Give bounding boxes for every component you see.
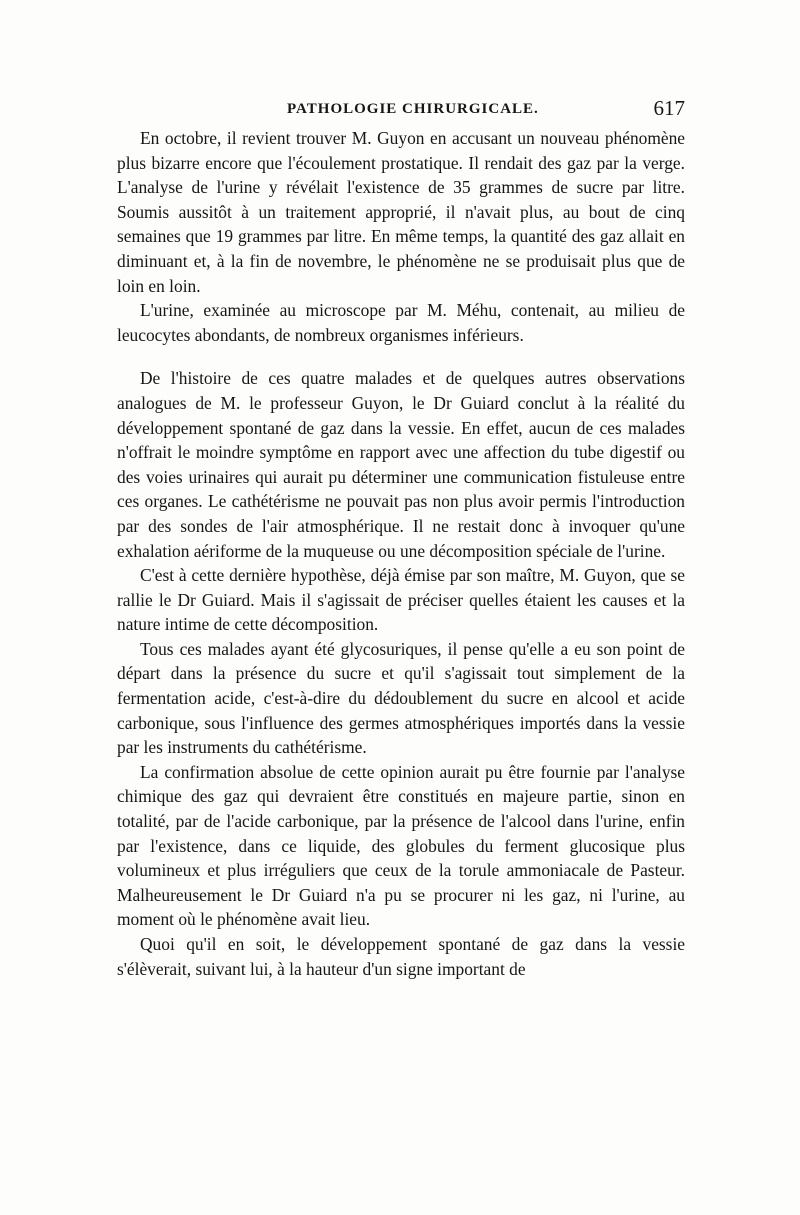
paragraph-guiard-conclusion: De l'histoire de ces quatre malades et de quelques autres observations analogues de M. le professeur Guyon, le Dr Guiard conclut à la réalité du développement spontané de gaz dans la vessie. En effet, aucun de ces malades n'offrait le moindre symptôme en rapport avec une affection du tube digestif ou des voies urinaires qui aurait pu déterminer une communication fistuleuse entre ces organes. Le cathétérisme ne pouvait pas non plus avoir permis l'introduction par des sondes de l'air atmosphérique. Il ne restait donc à invoquer qu'une exhalation aériforme de la muqueuse ou une décomposition spéciale de l'urine. [117,368,685,561]
running-title: PATHOLOGIE CHIRURGICALE. [287,101,539,117]
paragraph-microscope-exam: L'urine, examinée au microscope par M. Méhu, contenait, au milieu de leucocytes abondants, de nombreux organismes inférieurs. [117,300,685,345]
paragraph-diagnostic-sign: Quoi qu'il en soit, le développement spontané de gaz dans la vessie s'élèverait, suivant lui, à la hauteur d'un signe important de [117,934,685,979]
body-text [117,126,685,981]
paragraph-decomposition-hypothesis: C'est à cette dernière hypothèse, déjà émise par son maître, M. Guyon, que se rallie le Dr Guiard. Mais il s'agissait de préciser quelles étaient les causes et la nature intime de cette décomposition. [117,565,685,635]
paragraph-gas-from-urethra: En octobre, il revient trouver M. Guyon en accusant un nouveau phénomène plus bizarre encore que l'écoulement prostatique. Il rendait des gaz par la verge. L'analyse de l'urine y révélait l'existence de 35 grammes de sucre par litre. Soumis aussitôt à un traitement approprié, il n'avait plus, au bout de cinq semaines que 19 grammes par litre. En même temps, la quantité des gaz allait en diminuant et, à la fin de novembre, le phénomène ne se produisait plus que de loin en loin. [117,128,685,296]
paragraph-chemical-confirmation: La confirmation absolue de cette opinion aurait pu être fournie par l'analyse chimique des gaz qui devraient être constitués en majeure partie, sinon en totalité, par de l'acide carbonique, par la présence de l'alcool dans l'urine, enfin par l'existence, dans ce liquide, des globules du ferment glucosique plus volumineux et plus irréguliers que ceux de la torule ammoniacale de Pasteur. Malheureusement le Dr Guiard n'a pu se procurer ni les gaz, ni l'urine, au moment où le phénomène avait lieu. [117,761,685,930]
page-number: 617 [653,96,685,120]
paragraph-glycosuria-fermentation: Tous ces malades ayant été glycosuriques, il pense qu'elle a eu son point de départ dans la présence du sucre et qu'il s'agissait tout simplement de la fermentation acide, c'est-à-dire du dédoublement du sucre en alcool et acide carbonique, sous l'influence des germes atmosphériques importés dans la vessie par les instruments du cathétérisme. [117,638,685,758]
running-header [117,96,685,122]
